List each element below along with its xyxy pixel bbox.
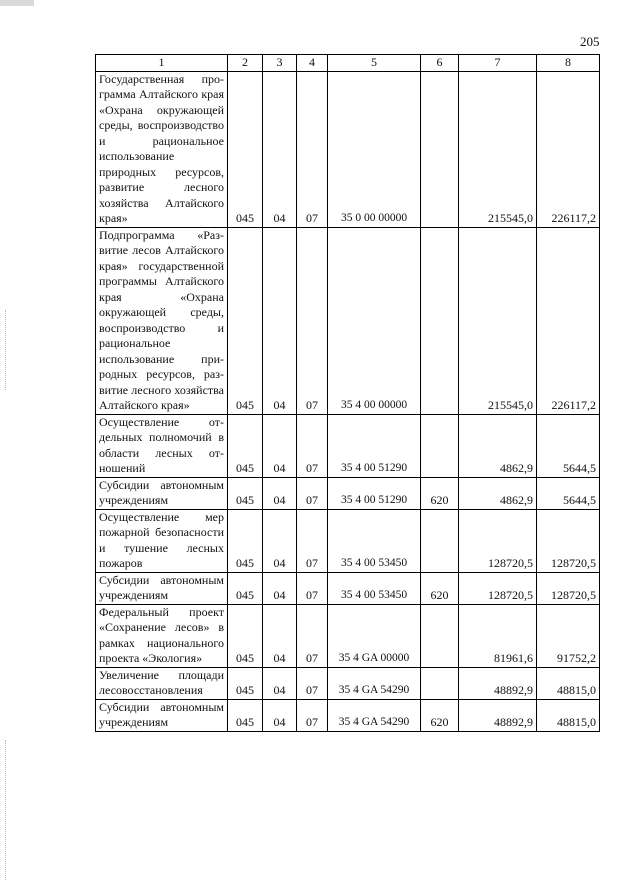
ministry-code: 045 (228, 572, 263, 604)
table-row (96, 699, 600, 731)
page-number: 205 (580, 34, 600, 49)
column-header: 8 (537, 55, 600, 72)
expense-type: 620 (421, 572, 459, 604)
table-row (96, 71, 600, 227)
amount-year-1: 48892,9 (459, 699, 537, 731)
table-row (96, 477, 600, 509)
ministry-code: 045 (228, 477, 263, 509)
amount-year-1: 4862,9 (459, 477, 537, 509)
section-code: 04 (263, 604, 297, 667)
margin-dots (5, 740, 7, 880)
header-row (96, 55, 600, 72)
amount-year-1: 215545,0 (459, 227, 537, 414)
target-article: 35 4 00 51290 (328, 477, 421, 509)
section-code: 04 (263, 667, 297, 699)
ministry-code: 045 (228, 667, 263, 699)
amount-year-1: 4862,9 (459, 414, 537, 477)
table-row (96, 604, 600, 667)
subsection-code: 07 (297, 414, 328, 477)
section-code: 04 (263, 509, 297, 572)
ministry-code: 045 (228, 699, 263, 731)
margin-dots (5, 310, 7, 390)
ministry-code: 045 (228, 509, 263, 572)
column-header: 3 (263, 55, 297, 72)
subsection-code: 07 (297, 227, 328, 414)
expense-type: 620 (421, 477, 459, 509)
table-row (96, 227, 600, 414)
table-row (96, 667, 600, 699)
section-code: 04 (263, 477, 297, 509)
amount-year-2: 48815,0 (537, 699, 600, 731)
ministry-code: 045 (228, 604, 263, 667)
column-header: 5 (328, 55, 421, 72)
column-header: 7 (459, 55, 537, 72)
amount-year-2: 226117,2 (537, 227, 600, 414)
subsection-code: 07 (297, 509, 328, 572)
row-name: Субсидии автономным учреждениям (96, 699, 228, 731)
amount-year-1: 81961,6 (459, 604, 537, 667)
expense-type (421, 509, 459, 572)
amount-year-2: 5644,5 (537, 477, 600, 509)
column-header: 1 (96, 55, 228, 72)
table-row (96, 572, 600, 604)
amount-year-2: 91752,2 (537, 604, 600, 667)
row-name: Субсидии автономным учреждениям (96, 477, 228, 509)
row-name: Подпрограмма «Развитие лесов Алтайского края» государственной программы Алтайского края «Охрана окружающей среды, воспроизводство и рациональное использование природных ресурсов, развитие лесного хозяйства Алтайского края» (96, 227, 228, 414)
row-name: Государственная программа Алтайского края «Охрана окружающей среды, воспроизводство и рациональное использование природных ресурсов, развитие лесного хозяйства Алтайского края» (96, 71, 228, 227)
expense-type: 620 (421, 699, 459, 731)
column-header: 6 (421, 55, 459, 72)
target-article: 35 4 00 53450 (328, 509, 421, 572)
amount-year-1: 128720,5 (459, 509, 537, 572)
subsection-code: 07 (297, 572, 328, 604)
budget-table (95, 54, 600, 732)
ministry-code: 045 (228, 227, 263, 414)
amount-year-1: 48892,9 (459, 667, 537, 699)
section-code: 04 (263, 572, 297, 604)
row-name: Увеличение площади лесовосстановления (96, 667, 228, 699)
amount-year-1: 215545,0 (459, 71, 537, 227)
amount-year-2: 128720,5 (537, 509, 600, 572)
target-article: 35 4 00 53450 (328, 572, 421, 604)
amount-year-1: 128720,5 (459, 572, 537, 604)
section-code: 04 (263, 414, 297, 477)
amount-year-2: 226117,2 (537, 71, 600, 227)
expense-type (421, 227, 459, 414)
target-article: 35 4 00 00000 (328, 227, 421, 414)
subsection-code: 07 (297, 604, 328, 667)
row-name: Субсидии автономным учреждениям (96, 572, 228, 604)
subsection-code: 07 (297, 667, 328, 699)
scan-artifact (0, 0, 34, 6)
ministry-code: 045 (228, 71, 263, 227)
target-article: 35 0 00 00000 (328, 71, 421, 227)
ministry-code: 045 (228, 414, 263, 477)
expense-type (421, 414, 459, 477)
target-article: 35 4 GA 00000 (328, 604, 421, 667)
column-header: 4 (297, 55, 328, 72)
subsection-code: 07 (297, 477, 328, 509)
expense-type (421, 604, 459, 667)
subsection-code: 07 (297, 699, 328, 731)
target-article: 35 4 GA 54290 (328, 699, 421, 731)
amount-year-2: 48815,0 (537, 667, 600, 699)
row-name: Осуществление отдельных полномочий в области лесных отношений (96, 414, 228, 477)
section-code: 04 (263, 699, 297, 731)
expense-type (421, 667, 459, 699)
subsection-code: 07 (297, 71, 328, 227)
row-name: Федеральный проект «Сохранение лесов» в рамках национального проекта «Экология» (96, 604, 228, 667)
section-code: 04 (263, 71, 297, 227)
row-name: Осуществление мер пожарной безопасности и тушение лесных пожаров (96, 509, 228, 572)
table-row (96, 414, 600, 477)
expense-type (421, 71, 459, 227)
target-article: 35 4 00 51290 (328, 414, 421, 477)
amount-year-2: 5644,5 (537, 414, 600, 477)
amount-year-2: 128720,5 (537, 572, 600, 604)
column-header: 2 (228, 55, 263, 72)
section-code: 04 (263, 227, 297, 414)
target-article: 35 4 GA 54290 (328, 667, 421, 699)
table-row (96, 509, 600, 572)
